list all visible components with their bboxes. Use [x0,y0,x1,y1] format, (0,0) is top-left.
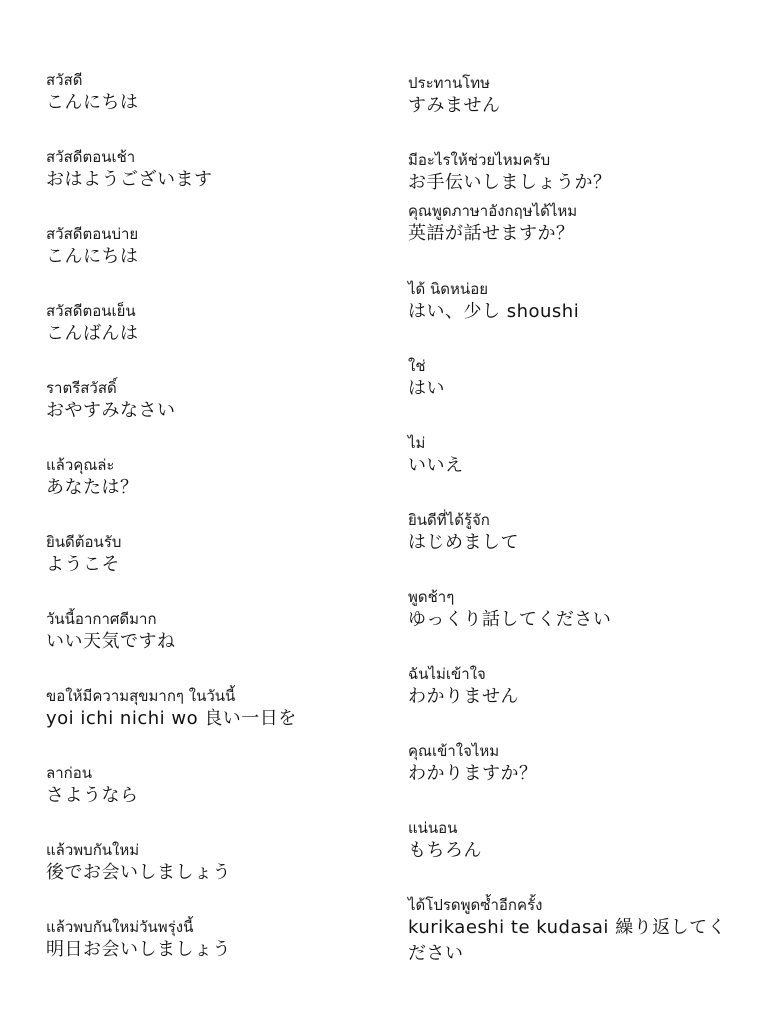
japanese-phrase: さようなら [46,785,139,806]
thai-phrase: สวัสดี [46,71,83,89]
japanese-phrase: yoi ichi nichi wo 良い一日を [46,708,297,729]
phrase-entry [46,301,366,347]
thai-phrase: ฉันไม่เข้าใจ [408,665,486,683]
thai-phrase: คุณเข้าใจไหม [408,742,500,760]
japanese-phrase: わかりますか？ [408,763,538,784]
japanese-phrase: こんにちは [46,92,139,113]
japanese-phrase: こんばんは [46,323,139,344]
thai-phrase: ยินดีที่ได้รู้จัก [408,511,490,529]
japanese-phrase: わかりません [408,686,519,707]
thai-phrase: ขอให้มีความสุขมากๆ ในวันนี้ [46,687,236,705]
thai-phrase: ยินดีต้อนรับ [46,533,122,551]
japanese-phrase: すみません [408,95,501,116]
thai-phrase: วันนี้อากาศดีมาก [46,610,157,628]
phrase-entry [408,279,738,325]
thai-phrase: มีอะไรให้ช่วยไหมครับ [408,151,551,169]
japanese-phrase: いいえ [408,455,464,476]
japanese-phrase: 明日お会いしましょう [46,939,231,960]
thai-phrase: แล้วคุณล่ะ [46,456,115,474]
phrase-entry [408,741,738,787]
japanese-phrase: 後でお会いしましょう [46,862,231,883]
thai-phrase: ราตรีสวัสดิ์ [46,379,117,397]
thai-phrase: แล้วพบกันใหม่ [46,841,140,859]
phrase-entry [46,532,366,578]
phrase-entry [46,455,366,501]
phrase-entry [408,895,738,967]
phrase-entry [408,150,738,196]
thai-phrase: สวัสดีตอนบ่าย [46,225,139,243]
japanese-phrase: おはようございます [46,169,213,190]
thai-phrase: สวัสดีตอนเย็น [46,302,136,320]
phrase-entry [46,840,366,886]
phrase-entry [408,510,738,556]
thai-phrase: ได้ นิดหน่อย [408,280,488,298]
japanese-phrase: はい、少し shoushi [408,301,580,322]
phrase-entry [46,917,366,963]
thai-phrase: ประทานโทษ [408,74,491,92]
phrase-entry [46,147,366,193]
phrase-entry [408,433,738,479]
phrase-entry [46,763,366,809]
japanese-phrase: ゆっくり話してください [408,609,612,630]
japanese-phrase: kurikaeshi te kudasai 繰り返してください [408,917,727,964]
japanese-phrase: いい天気ですね [46,631,176,652]
japanese-phrase: はい [408,378,445,399]
phrase-entry [408,818,738,864]
phrase-entry [46,224,366,270]
phrase-entry [46,686,366,732]
thai-phrase: แน่นอน [408,819,458,837]
thai-phrase: ใช่ [408,357,426,375]
japanese-phrase: 英語が話せますか？ [408,223,575,244]
phrase-entry [408,587,738,633]
phrase-entry [46,378,366,424]
thai-phrase: แล้วพบกันใหม่วันพรุ่งนี้ [46,918,194,936]
japanese-phrase: お手伝いしましょうか？ [408,172,612,193]
thai-phrase: ไม่ [408,434,426,452]
phrase-entry [408,201,738,247]
thai-phrase: สวัสดีตอนเช้า [46,148,136,166]
japanese-phrase: こんにちは [46,246,139,267]
phrase-entry [408,356,738,402]
japanese-phrase: おやすみなさい [46,400,176,421]
thai-phrase: ลาก่อน [46,764,92,782]
japanese-phrase: はじめまして [408,532,519,553]
phrase-entry [408,73,738,119]
thai-phrase: พูดช้าๆ [408,588,455,606]
phrase-entry [46,609,366,655]
japanese-phrase: あなたは？ [46,477,139,498]
thai-phrase: คุณพูดภาษาอังกฤษได้ไหม [408,202,578,220]
thai-phrase: ได้โปรดพูดซ้ำอีกครั้ง [408,896,543,914]
japanese-phrase: もちろん [408,840,482,861]
phrase-entry [46,70,366,116]
japanese-phrase: ようこそ [46,554,120,575]
phrase-entry [408,664,738,710]
